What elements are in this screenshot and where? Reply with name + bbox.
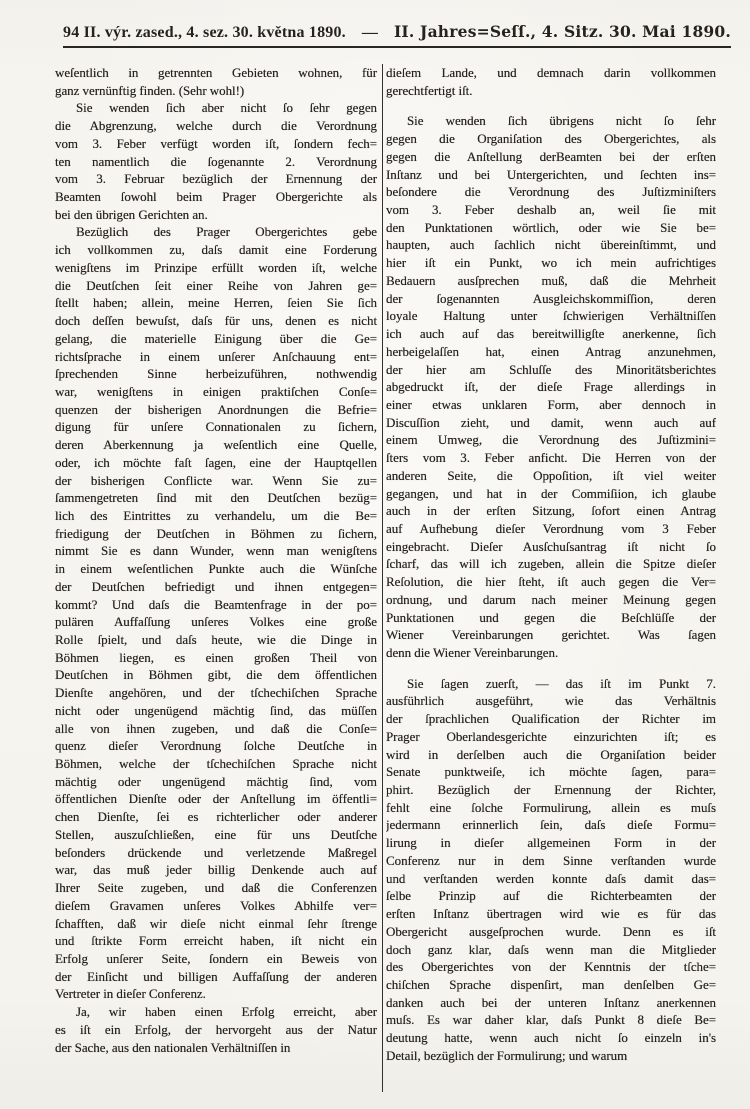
text-line: nicht oder ungenügend mächtig ſind, das müſſen xyxy=(55,702,377,718)
text-line: chen Dienſte, ſei es richterlicher oder anderer xyxy=(55,809,377,825)
text-line: und verſtanden werden konnte daſs damit das= xyxy=(386,870,716,886)
text-line: ſelbe Prinzip auf die Richterbeamten der xyxy=(386,888,716,904)
text-line: ausführlich ausgeführt, wie das Verhältnis xyxy=(386,693,716,709)
text-line: öffentlichen Dienſte oder der Anſtellung im öffentli= xyxy=(55,791,377,807)
text-line: ten namentlich die ſogenannte 2. Verordnung xyxy=(55,153,377,169)
text-line: gegen die Anſtellung derBeamten bei der erſten xyxy=(386,148,716,164)
text-line: der Deutſchen befriedigt und ihnen entgegen= xyxy=(55,578,377,594)
text-line: Rolle ſpielt, und daſs heute, wie die Dinge in xyxy=(55,632,377,647)
header-rule xyxy=(63,46,731,48)
text-line: Sie ſagen zuerſt, — das iſt im Punkt 7. xyxy=(407,675,716,691)
text-line: der hier am Schluſſe des Minoritätsberichtes xyxy=(386,361,716,377)
text-line: erſten Inſtanz übertragen wird wie es für das xyxy=(386,906,716,922)
text-line: wird in derſelben auch die Organiſation beider xyxy=(386,746,716,762)
text-line: war, wenigſtens in einigen praktiſchen Conſe= xyxy=(55,383,377,399)
text-line: ſchafften, daß wir dieſe nicht einmal ſehr ſtrenge xyxy=(55,915,377,931)
paragraph xyxy=(55,1003,377,1056)
text-line: gegangen, und hat in der Commiſiion, ich glaube xyxy=(386,485,716,501)
text-line: Beamten ſowohl beim Prager Obergerichte als xyxy=(55,189,377,205)
paragraph xyxy=(386,64,716,99)
text-line: Ja, wir haben einen Erfolg erreicht, aber xyxy=(76,1004,377,1020)
right-column xyxy=(386,64,716,1092)
text-line: Inſtanz und bei Untergerichten, und ſechten ins= xyxy=(386,166,716,182)
text-line: oder, ich möchte faſt ſagen, eine der Hauptqellen xyxy=(55,454,377,470)
text-line: haupten, auch ſachlich nicht übereinſtimmt, und xyxy=(386,237,716,253)
text-line: Deutſchen in Böhmen gibt, die dem öffentlichen xyxy=(55,667,377,683)
text-line: quenz dieſer Verordnung ſolche Deutſche in xyxy=(55,738,377,754)
text-line: Vertreter in dieſer Conferenz. xyxy=(55,986,206,1002)
paragraph xyxy=(386,112,716,661)
text-line: gegen die Organiſation des Obergerichtes, als xyxy=(386,131,716,147)
text-line: Stellen, auszuſchließen, eine für uns Deutſche xyxy=(55,826,377,842)
text-line: lich des Eintrittes zu verhandelu, um die Be= xyxy=(55,507,377,523)
text-line: deutung hatte, wenn auch nicht ſo einzeln in's xyxy=(386,1030,716,1046)
text-line: den Punktationen wörtlich, oder wie Sie be= xyxy=(386,219,716,235)
text-line: doch deſſen bewuſst, daſs für uns, denen es nicht xyxy=(55,313,377,329)
text-line: ſcharf, das will ich zugeben, allein die Spitze dieſer xyxy=(386,556,716,572)
text-line: hier iſt ein Punkt, wo ich mein aufrichtiges xyxy=(386,255,716,271)
text-line: die Deutſchen ſeit einer Reihe von Jahren ge= xyxy=(55,277,377,293)
text-line: danken auch bei der unteren Inſtanz anerkennen xyxy=(386,994,716,1010)
german-session-label: II. Jahres=Seſſ., 4. Sitz. 30. Mai 1890. xyxy=(393,22,731,41)
text-line: einer etwas unklaren Form, aber dennoch in xyxy=(386,396,716,412)
text-line: ſprechenden Sinne herbeizuführen, nothwendig xyxy=(55,366,377,382)
text-line: Bedauern ausſprechen muß, daß die Mehrheit xyxy=(386,272,716,288)
text-line: ſters vom 3. Feber anficht. Die Herren von der xyxy=(386,450,716,466)
text-line: Obergericht ausgeſprochen wurde. Denn es iſt xyxy=(386,923,716,939)
text-line: Sie wenden ſich aber nicht ſo ſehr gegen xyxy=(76,100,377,116)
text-line: der Sache, aus den nationalen Verhältniſſen in xyxy=(55,1039,291,1055)
text-line: auch in der erſten Sitzung, ſofort einen Antrag xyxy=(386,503,716,519)
text-line: der Einſicht und billigen Auffaſſung der anderen xyxy=(55,968,377,984)
paragraph xyxy=(55,99,377,223)
text-line: Conferenz nur in dem Sinne verſtanden wurde xyxy=(386,852,716,868)
text-line: der ſogenannten Ausgleichskommiſſion, deren xyxy=(386,290,716,306)
text-line: herbeigelaſſen hat, einen Antrag anzunehmen, xyxy=(386,343,716,359)
text-line: Bezüglich des Prager Obergerichtes gebe xyxy=(76,224,377,240)
text-line: auf Aufhebung dieſer Verordnung vom 3 Feber xyxy=(386,520,716,536)
text-line: Discuſſion zieht, und damit, wenn auch auf xyxy=(386,414,716,430)
page-number: 94 xyxy=(63,24,80,41)
text-line: gerechtfertigt iſt. xyxy=(386,82,473,98)
text-line: der bisherigen Conflicte war. Wenn Sie zu= xyxy=(55,472,377,488)
text-line: ſammengetreten ſind mit den Deutſchen bezüg= xyxy=(55,490,377,506)
column-divider-rule xyxy=(382,64,383,1092)
text-line: der ſprachlichen Qualification der Richter im xyxy=(386,711,716,727)
paragraph xyxy=(386,675,716,1065)
text-line: vom 3. Februar bezüglich der Ernennung der xyxy=(55,171,377,187)
text-line: deren Aberkennung ja weſentlich eine Quelle, xyxy=(55,437,377,453)
text-line: war, das muß jeder billig Denkende auch auf xyxy=(55,862,377,878)
text-line: lirung in dieſer allgemeinen Form in der xyxy=(386,835,716,851)
text-line: beſondere die Verordnung des Juſtizminiſters xyxy=(386,184,716,200)
header-separator-dash: — xyxy=(361,24,379,41)
text-line: ich auch auf das bereitwilligſte anerkenne, ſich xyxy=(386,326,716,342)
text-line: Böhmen, welche der tſchechiſchen Sprache nicht xyxy=(55,756,377,772)
text-line: bei den übrigen Gerichten an. xyxy=(55,206,208,222)
text-line: friedigung der Deutſchen in Böhmen zu ſichern, xyxy=(55,525,377,541)
text-columns xyxy=(55,64,717,1092)
text-line: ordnung, und darum nach meiner Meinung gegen xyxy=(386,591,716,607)
text-line: ich vollkommen zu, daſs damit eine Forderung xyxy=(55,242,377,258)
text-line: quenzen der bisherigen Anordnungen die Befrie= xyxy=(55,401,377,417)
text-line: muſs. Es war daher klar, daſs Punkt 8 dieſe Be= xyxy=(386,1012,716,1028)
text-line: Dienſte angehören, und der tſchechiſchen Sprache xyxy=(55,685,377,701)
text-line: vom 3. Feber deshalb an, weil ſie mit xyxy=(386,202,716,218)
text-line: die Abgrenzung, welche durch die Verordnung xyxy=(55,118,377,134)
text-line: Wiener Vereinbarungen gerichtet. Was ſagen xyxy=(386,627,716,643)
text-line: dieſem Gravamen unſeres Volkes Abhilfe ver= xyxy=(55,897,377,913)
text-line: Ihrer Seite zugeben, und daß die Conferenzen xyxy=(55,880,377,896)
text-line: loyale Haltung unter ſchwierigen Verhältniſſen xyxy=(386,308,716,324)
text-line: kommt? Und daſs die Beamtenfrage in der po= xyxy=(55,596,377,612)
text-line: Detail, bezüglich der Formulirung; und warum xyxy=(386,1047,628,1063)
text-line: jedermann erinnerlich ſein, daſs dieſe Formu= xyxy=(386,817,716,833)
text-line: gelang, die materielle Einigung über die Ge= xyxy=(55,330,377,346)
text-line: wenigſtens im Prinzipe erfüllt worden iſt, welche xyxy=(55,259,377,275)
paragraph xyxy=(55,223,377,1003)
text-line: eingebracht. Dieſer Ausſchuſsantrag iſt nicht ſo xyxy=(386,538,716,554)
text-line: chiſchen Sprache dispenſirt, man denſelben Ge= xyxy=(386,976,716,992)
text-line: abgedruckt iſt, der dieſe Frage allerdings in xyxy=(386,379,716,395)
text-line: pulären Auffaſſung unſeres Volkes eine große xyxy=(55,614,377,630)
text-line: Senate punktweiſe, ich möchte ſagen, para= xyxy=(386,764,716,780)
text-line: Böhmen liegen, es einen großen Theil von xyxy=(55,649,377,665)
text-line: phirt. Bezüglich der Ernennung der Richter, xyxy=(386,782,716,798)
text-line: richtsſprache in einem unſerer Anſchauung ent= xyxy=(55,348,377,364)
text-line: digung für unſere Connationalen zu ſichern, xyxy=(55,419,377,435)
header-left-session-title xyxy=(63,24,346,42)
text-line: in einem weſentlichen Punkte auch die Wünſche xyxy=(55,561,377,577)
paragraph xyxy=(55,64,377,99)
page-header xyxy=(63,22,731,42)
text-line: weſentlich in getrennten Gebieten wohnen, für xyxy=(55,65,377,80)
text-line: mächtig oder ungenügend mächtig ſind, vom xyxy=(55,773,377,789)
text-line: Sie wenden ſich übrigens nicht ſo ſehr xyxy=(407,113,716,129)
text-line: Punktationen und gegen die Beſchlüſſe der xyxy=(386,609,716,625)
text-line: Erfolg unſerer Seite, ſondern ein Beweis von xyxy=(55,950,377,966)
text-line: Prager Oberlandesgerichte einzurichten iſt; es xyxy=(386,728,716,744)
text-line: Reſolution, die hier ſteht, iſt auch gegen die Ver= xyxy=(386,574,716,590)
text-line: doch ganz klar, daſs wenn man die Mitglieder xyxy=(386,941,716,957)
text-line: vom 3. Feber verfügt worden iſt, ſondern fech= xyxy=(55,135,377,151)
text-line: fehlt eine ſolche Formulirung, allein es muſs xyxy=(386,799,716,815)
left-column xyxy=(55,64,377,1092)
text-line: ſtellt haben; allein, meine Herren, ſeien Sie ſich xyxy=(55,295,377,311)
text-line: ganz vernünftig finden. (Sehr wohl!) xyxy=(55,82,245,98)
text-line: und ſtrikte Form erreicht haben, iſt nicht ein xyxy=(55,933,377,949)
text-line: des Obergerichtes von der Kenntnis der tſche= xyxy=(386,959,716,975)
text-line: es iſt ein Erfolg, der hervorgeht aus der Natur xyxy=(55,1021,377,1037)
text-line: alle von ihnen zugeben, und daß die Conſe= xyxy=(55,720,377,736)
czech-session-label: II. výr. zased., 4. sez. 30. května 1890. xyxy=(83,24,346,41)
text-line: dieſem Lande, und demnach darin vollkommen xyxy=(386,65,716,80)
text-line: anderen Seite, die Oppoſition, iſt viel weiter xyxy=(386,467,716,483)
text-line: nimmt Sie es dann Wunder, wenn man wenigſtens xyxy=(55,543,377,559)
text-line: einem Umweg, die Verordnung des Juſtizmini= xyxy=(386,432,716,448)
text-line: beſonders drückende und verletzende Maßregel xyxy=(55,844,377,860)
text-line: denn die Wiener Vereinbarungen. xyxy=(386,645,559,660)
